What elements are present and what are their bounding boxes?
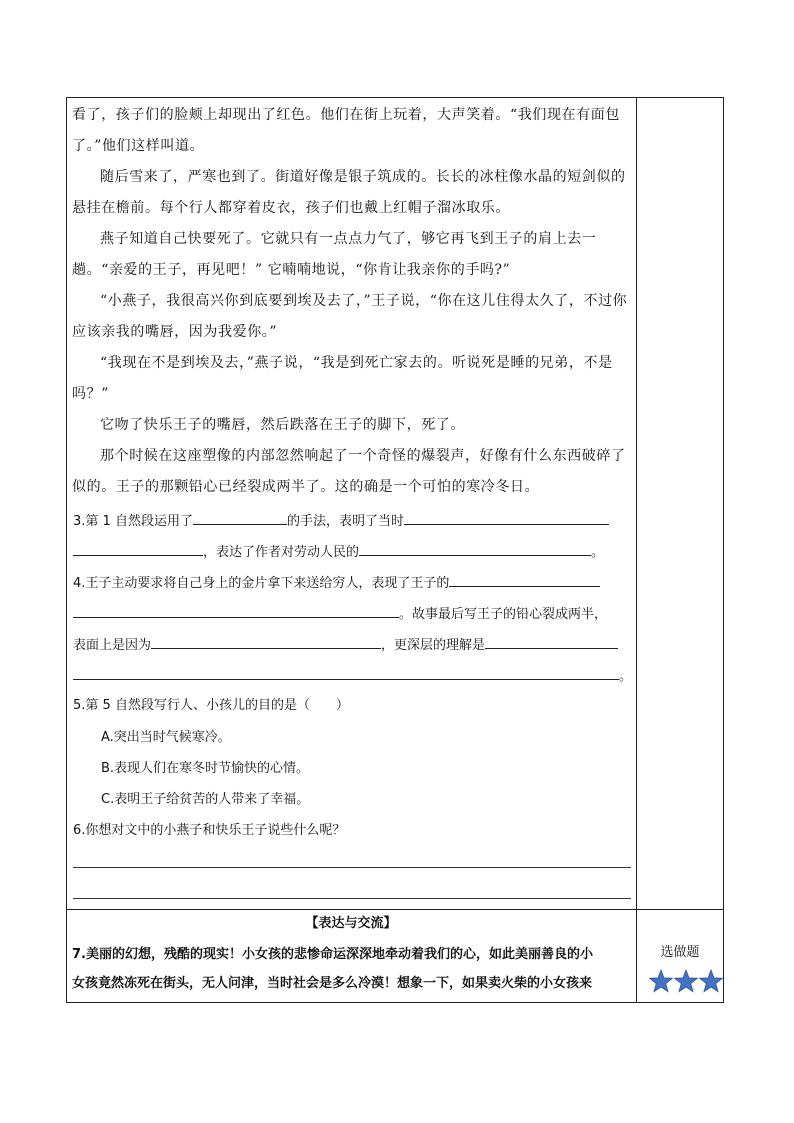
answer-blank[interactable]	[404, 510, 609, 525]
question-3-line-2	[73, 541, 633, 563]
story-text	[72, 100, 632, 503]
answer-blank[interactable]	[73, 665, 619, 680]
story-paragraph: 它吻了快乐王子的嘴唇，然后跌落在王子的脚下，死了。	[100, 417, 465, 433]
question-4-line-2	[73, 603, 633, 625]
task-line: 7.美丽的幻想，残酷的现实！小女孩的悲惨命运深深地牵动着我们的心，如此美丽善良的小	[72, 947, 593, 962]
answer-line[interactable]	[73, 867, 631, 868]
question-3-text: 的手法，表明了当时	[286, 514, 404, 529]
answer-blank[interactable]	[151, 634, 381, 649]
question-3-text: 3.第 1 自然段运用了	[73, 514, 193, 529]
question-6-stem: 6.你想对文中的小燕子和快乐王子说些什么呢？	[73, 823, 346, 838]
question-3-text: 。	[591, 545, 605, 560]
answer-blank[interactable]	[485, 634, 618, 649]
difficulty-rating	[648, 966, 728, 996]
story-paragraph: 看了，孩子们的脸颊上却现出了红色。他们在街上玩着，大声笑着。“我们现在有面包了。”他们这样叫道。	[72, 107, 620, 154]
question-4-text: 。故事最后写王子的铅心裂成两半，	[399, 607, 608, 622]
question-4-text: 。	[619, 669, 633, 684]
optional-task-label: 选做题	[660, 945, 700, 960]
question-5-option-c[interactable]: C.表明王子给贫苦的人带来了幸福。	[101, 792, 310, 807]
question-5-option-a[interactable]: A.突出当时气候寒冷。	[101, 730, 231, 745]
task-line: 女孩竟然冻死在街头，无人问津，当时社会是多么冷漠！想象一下，如果卖火柴的小女孩来	[72, 976, 593, 991]
section-title: 【表达与交流】	[305, 916, 397, 931]
question-5-stem: 5.第 5 自然段写行人、小孩儿的目的是（ ）	[73, 698, 349, 713]
star-icon	[700, 970, 723, 992]
answer-blank[interactable]	[449, 572, 600, 587]
answer-blank[interactable]	[73, 603, 399, 618]
answer-line[interactable]	[73, 898, 631, 899]
question-4-line-3	[73, 634, 633, 656]
writing-task	[72, 940, 632, 998]
question-3-line-1	[73, 510, 633, 532]
column-divider	[636, 97, 637, 1003]
question-4-text: 4.王子主动要求将自己身上的金片拿下来送给穷人，表现了王子的	[73, 576, 450, 591]
story-paragraph: “小燕子，我很高兴你到底要到埃及去了，”王子说，“你在这儿住得太久了，不过你应该亲我的嘴唇，因为我爱你。”	[72, 293, 628, 340]
answer-blank[interactable]	[73, 541, 203, 556]
question-4-text: ，更深层的理解是	[381, 638, 486, 653]
story-paragraph: 燕子知道自己快要死了。它就只有一点点力气了，够它再飞到王子的肩上去一趟。“亲爱的王子，再见吧！” 它喃喃地说，“你肯让我亲你的手吗?”	[72, 231, 597, 278]
story-paragraph: 随后雪来了，严寒也到了。街道好像是银子筑成的。长长的冰柱像水晶的短剑似的悬挂在檐前。每个行人都穿着皮衣，孩子们也戴上红帽子溜冰取乐。	[72, 169, 626, 216]
story-paragraph: “我现在不是到埃及去，”燕子说，“我是到死亡家去的。听说死是睡的兄弟，不是吗？”	[72, 355, 613, 402]
story-paragraph: 那个时候在这座塑像的内部忽然响起了一个奇怪的爆裂声，好像有什么东西破碎了似的。王子的那颗铅心已经裂成两半了。这的确是一个可怕的寒冷冬日。	[72, 448, 626, 495]
question-5-option-b[interactable]: B.表现人们在寒冬时节愉快的心情。	[101, 761, 310, 776]
answer-blank[interactable]	[359, 541, 591, 556]
question-4-text: 表面上是因为	[73, 638, 152, 653]
question-3-text: ，表达了作者对劳动人民的	[203, 545, 360, 560]
row-divider	[66, 909, 724, 910]
question-4-line-4	[73, 665, 633, 687]
star-icon	[650, 970, 673, 992]
answer-blank[interactable]	[193, 510, 287, 525]
star-icon	[675, 970, 698, 992]
question-4-line-1	[73, 572, 633, 594]
